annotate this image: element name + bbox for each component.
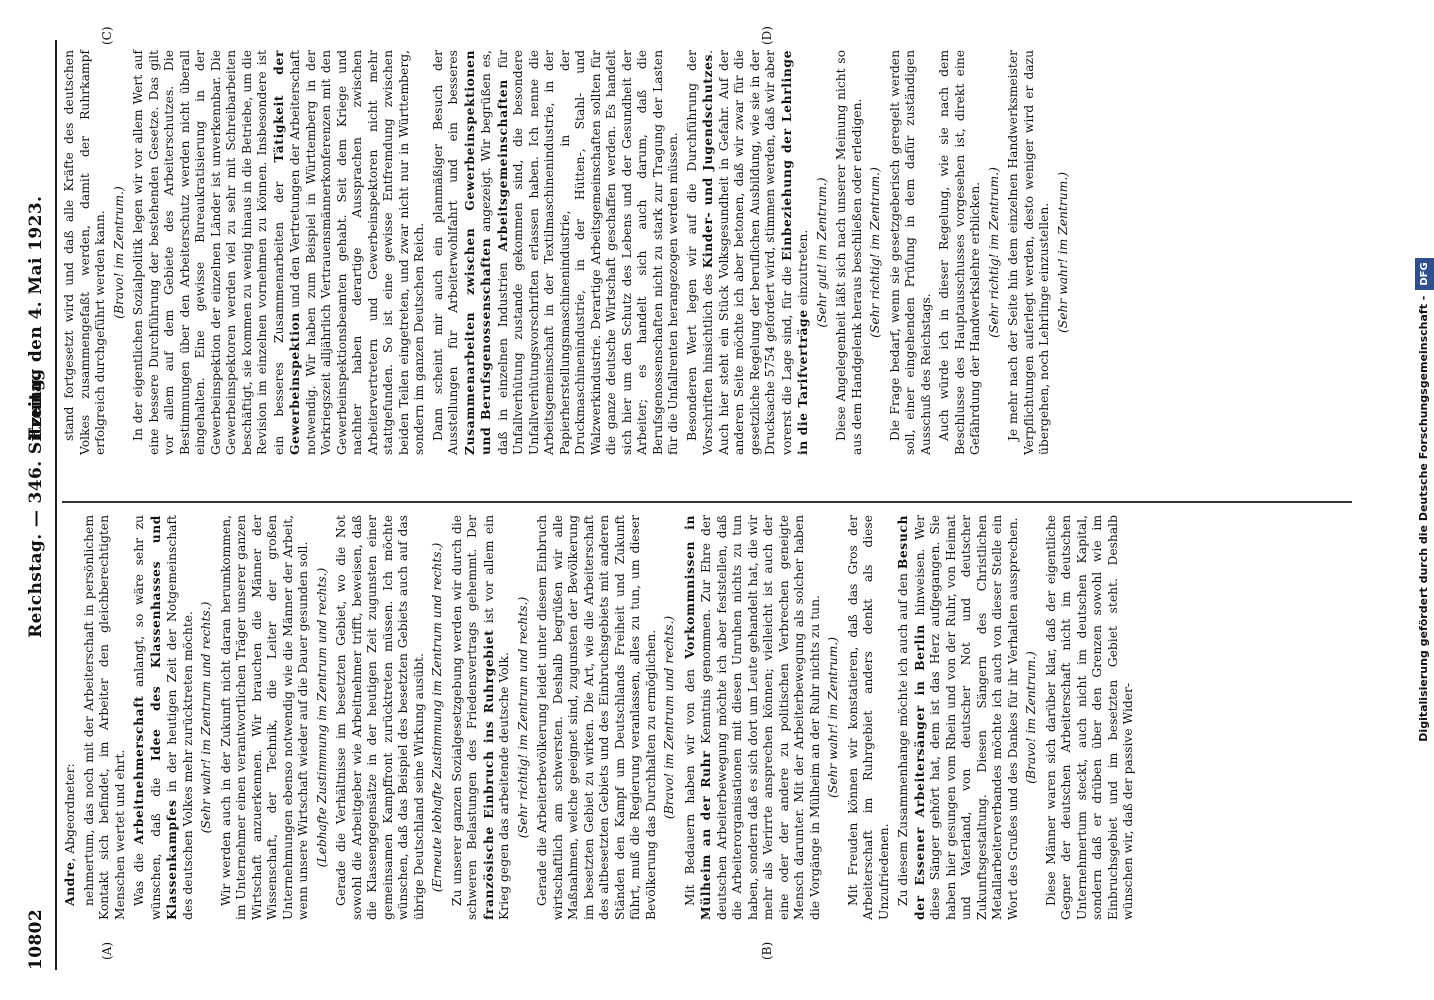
paragraph: Andre, Abgeordneter: (62, 763, 77, 906)
interjection: (Bravo! im Zentrum.) (111, 186, 126, 319)
paragraph: Mit Bedauern haben wir von den Vorkommnissen in Mülheim an der Ruhr Kenntnis genommen. Zur Ehre der deutschen Arbeiterbewegung möchte ich aber feststellen, daß die Arbeiterorganisationen mit diesen Unruhen nichts zu tun haben, sondern daß es sich dort um Leute gehandelt hat, die wir mehr als Verirrte ansprechen können; vielleicht ist auch der eine oder der andere zu politischen Verbrechen geneigte Mensch darunter. Mit der Arbeiterbewegung als solcher haben die Vorgänge in Mülheim an der Ruhr nichts zu tun. (681, 515, 822, 920)
paragraph: Gerade die Arbeiterbevölkerung leidet unter diesem Einbruch wirtschaftlich am schwersten. Deshalb begrüßen wir alle Maßnahmen, welche geeignet sind, zugunsten der Bevölkerung im besetzten Gebiet zu wirken. Die Art, wie die Arbeiterschaft des altbesetzten Gebiets und des Einbruchsgebiets mit anderen Ständen den Kampf um Deutschlands Freiheit und Zukunft führt, muß die Regierung veranlassen, alles zu tun, um dieser Bevölkerung das Durchhalten zu ermöglichen. (535, 515, 658, 920)
header-rule (55, 40, 57, 970)
paragraph: Dann scheint mir auch ein planmäßiger Besuch der Ausstellungen für Arbeiterwohlfahrt und ein besseres Zusammenarbeiten zwischen Gewerbeinspektionen und Berufsgenossenschaften angezeigt. Wir begrüßen es, daß in einzelnen Industrien Arbeitsgemeinschaften für Unfallverhütung zustande gekommen sind, die besondere Unfallverhütungsvorschriften erlassen haben. Ich nenne die Arbeitsgemeinschaft in der Textilmaschinenindustrie, in der Papierherstellungsmaschinenindustrie, in der Druckmaschinenindustrie, in der Hütten-, Stahl- und Walzwerkindustrie. Derartige Arbeitsgemeinschaften sollten für die ganze deutsche Wirtschaft geschaffen werden. Es handelt sich hier um den Schutz des Lebens und der Gesundheit der Arbeiter; es handelt sich auch darum, daß die Berufsgenossenschaften nicht zu stark zur Tragung der Lasten für die Unfallrenten herangezogen werden müssen. (430, 49, 680, 455)
interjection: (Erneute lebhafte Zustimmung im Zentrum und rechts.) (430, 542, 444, 893)
right-text-column (62, 50, 1075, 455)
paragraph: Je mehr nach der Seite hin dem einzelnen Handwerksmeister Verpflichtungen auferlegt werden, desto weniger wird er dazu übergehen, noch Lehrlinge einzustellen. (1006, 50, 1051, 455)
interjection: (Sehr richtig! im Zentrum.) (986, 167, 1001, 338)
paragraph: Die Frage bedarf, wenn sie gesetzgeberisch geregelt werden soll, einer eingehenden Prüfung in dem dafür zuständigen Ausschuß des Reichstags. (887, 50, 933, 455)
interjection: (Sehr wahr! im Zentrum.) (826, 636, 840, 799)
interjection: (Lebhafte Zustimmung im Zentrum und rechts.) (314, 567, 329, 868)
page-header (22, 40, 52, 970)
paragraph: Diese Männer waren sich darüber klar, daß der eigentliche Gegner der deutschen Arbeiterschaft nicht im deutschen Unternehmertum steckt, auch nicht im deutschen Kapital, sondern daß er drüben über den Grenzen sowohl wie im Einbruchsgebiet und im besetzten Gebiet steht. Deshalb wünschen wir, daß der passive Wider- (1043, 515, 1135, 920)
session-date: Freitag den 4. Mai 1923. (26, 195, 46, 440)
margin-mark-a: (A) (100, 941, 114, 960)
paragraph: Was die Arbeitnehmerschaft anlangt, so wäre sehr zu wünschen, daß die Idee des Klassenhasses und Klassenkampfes in der heutigen Zeit der Notgemeinschaft des deutschen Volkes mehr zurücktreten möchte. (131, 515, 195, 920)
paragraph: nehmertum, das noch mit der Arbeiterschaft in persönlichem Kontakt sich befindet, im Arbeiter den gleichberechtigten Menschen wertet und ehrt. (81, 515, 127, 920)
paragraph: Wir werden auch in der Zukunft nicht daran herumkommen, im Unternehmer einen verantwortlichen Träger unserer ganzen Wirtschaft anzuerkennen. Wir brauchen die Männer der Wissenschaft, der Technik, die Leiter der großen Unternehmungen ebenso notwendig wie die Männer der Arbeit, wenn unsere Wirtschaft wieder auf die Dauer gesunden soll. (218, 515, 310, 920)
interjection: (Sehr richtig! im Zentrum und rechts.) (515, 596, 530, 839)
paragraph: stand fortgesetzt wird und daß alle Kräfte des deutschen Volkes zusammengefaßt werden, damit der Ruhrkampf erfolgreich durchgeführt werden kann. (62, 50, 107, 455)
left-text-column (62, 515, 1140, 920)
paragraph: Diese Angelegenheit läßt sich nach unserer Meinung nicht so aus dem Handgelenk heraus beschließen oder erledigen. (834, 50, 864, 455)
paragraph: Zu unserer ganzen Sozialgesetzgebung werden wir durch die schweren Belastungen des Friedensvertrags gehemmt. Der französische Einbruch ins Ruhrgebiet ist vor allem ein Krieg gegen das arbeitende deutsche Volk. (449, 515, 511, 920)
paragraph: Auch würde ich in dieser Regelung, wie sie nach dem Beschlusse des Hauptausschusses vorgesehen ist, direkt eine Gefährdung der Handwerkslehre erblicken. (937, 50, 982, 455)
interjection: (Sehr richtig! im Zentrum.) (868, 167, 882, 338)
interjection: (Sehr wahr! im Zentrum und rechts.) (199, 601, 213, 834)
column-divider (62, 502, 1352, 504)
dfg-logo: DFG (1415, 258, 1434, 289)
paragraph: Mit Freuden können wir konstatieren, daß das Gros der Arbeiterschaft im Ruhrgebiet anders denkt als diese Unzufriedenen. (845, 515, 891, 920)
paragraph: In der eigentlichen Sozialpolitik legen wir vor allem Wert auf eine bessere Durchführung der bestehenden Gesetze. Das gilt vor allem auf dem Gebiete des Arbeiterschutzes. Die Bestimmungen über den Arbeiterschutz werden nicht überall eingehalten. Eine gewisse Bureaukratisierung in der Gewerbeinspektion der einzelnen Länder ist unverkennbar. Die Gewerbeinspektoren werden viel zu sehr mit Schreibarbeiten beschäftigt, sie kommen zu wenig hinaus in die Betriebe, um die Revision im einzelnen vornehmen zu können. Insbesondere ist ein besseres Zusammenarbeiten der Tätigkeit der Gewerbeinspektion und den Vertretungen der Arbeiterschaft notwendig. Wir haben zum Beispiel in Württemberg in der Vorkriegszeit alljährlich Vertrauensmännerkonferenzen mit den Gewerbeinspektionsbeamten gehabt. Seit dem Kriege und nachher haben derartige Aussprachen zwischen Arbeitervertretern und Gewerbeinspektoren nicht mehr stattgefunden. So ist eine gewisse Entfremdung zwischen beiden Teilen eingetreten, und zwar nicht nur in Württemberg, sondern im ganzen Deutschen Reich. (131, 49, 426, 455)
session-title: Reichstag. — 346. Sitzung. (26, 372, 46, 638)
margin-mark-d: (D) (760, 26, 774, 45)
paragraph: Besonderen Wert legen wir auf die Durchführung der Vorschriften hinsichtlich des Kinder- und Jugendschutzes. Auch hier steht ein Stück Volksgesundheit in Gefahr. Auf der anderen Seite möchte ich aber betonen, daß wir zwar für die gesetzliche Regelung der beruflichen Ausbildung, wie sie in der Drucksache 5754 gefordert wird, stimmen werden, daß wir aber vorerst die Lage sind, für die Einbeziehung der Lehrlinge in die Tarifverträge einzutreten. (684, 50, 810, 455)
paragraph: Zu diesem Zusammenhange möchte ich auch auf den Besuch der Essener Arbeitersänger in Berlin hinweisen. Wer diese Sänger gehört hat, dem ist das Herz aufgegangen. Sie haben hier gesungen vom Rhein und von der Ruhr, von Heimat und Vaterland, von deutscher Not und deutscher Zukunftsgestaltung. Diesen Sängern des Christlichen Metallarbeiterverbandes möchte ich auch von dieser Stelle ein Wort des Grußes und des Dankes für ihr Verhalten aussprechen. (895, 515, 1020, 920)
margin-mark-b: (B) (760, 941, 774, 960)
interjection: (Sehr gut! im Zentrum.) (814, 177, 829, 328)
margin-mark-c: (C) (100, 26, 114, 45)
interjection: (Bravo! im Zentrum und rechts.) (662, 615, 676, 820)
interjection: (Sehr wahr! im Zentrum.) (1055, 171, 1070, 334)
credit-text: Digitalisierung gefördert durch die Deutsche Forschungsgemeinschaft - (1417, 295, 1430, 742)
paragraph: Gerade die Verhältnisse im besetzten Gebiet, wo die Not sowohl die Arbeitgeber wie Arbeitnehmer trifft, beweisen, daß die Klassengegensätze in der heutigen Zeit zugunsten einer gemeinsamen Kampffront zurücktreten müssen. Ich möchte wünschen, daß das Beispiel des besetzten Gebiets auch auf das übrige Deutschland seine Wirkung ausübt. (334, 515, 426, 920)
interjection: (Bravo! im Zentrum.) (1024, 651, 1038, 784)
digitization-credit (1414, 0, 1434, 1000)
page-number: 10802 (26, 908, 46, 970)
